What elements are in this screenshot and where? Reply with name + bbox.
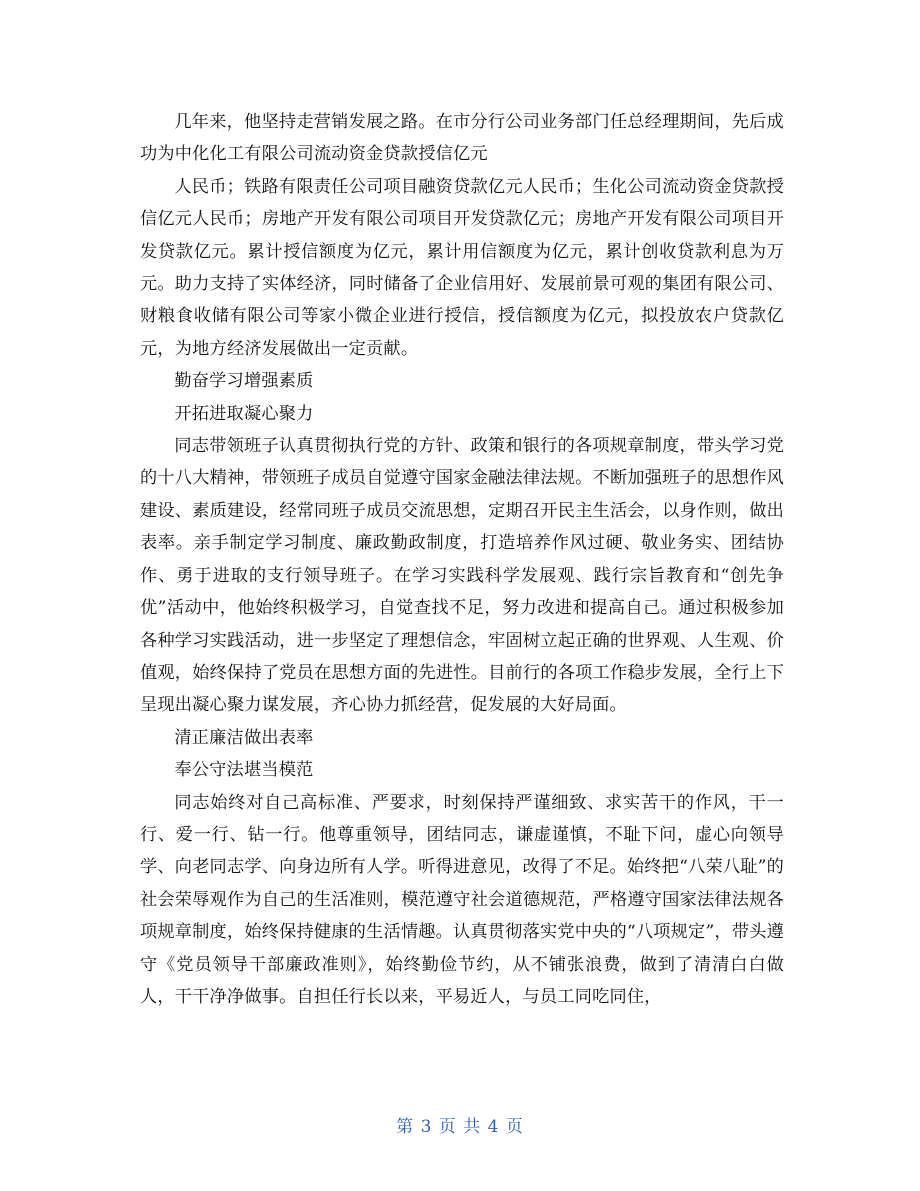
- heading-pioneer: 开拓进取凝心聚力: [174, 403, 314, 424]
- heading-integrity: 清正廉洁做出表率: [174, 727, 314, 748]
- footer-total-pages: 4: [487, 1117, 500, 1137]
- footer-suffix: 页: [505, 1117, 524, 1137]
- paragraph-leadership: 同志带领班子认真贯彻执行党的方针、政策和银行的各项规章制度，带头学习党的十八大精神，带领班子成员自觉遵守国家金融法律法规。不断加强班子的思想作风建设、素质建设，经常同班子成员交流思想，定期召开民主生活会，以身作则，做出表率。亲手制定学习制度、廉政勤政制度，打造培养作风过硬、敬业务实、团结协作、勇于进取的支行领导班子。在学习实践科学发展观、践行宗旨教育和“创先争优”活动中，他始终积极学习，自觉查找不足，努力改进和提高自己。通过积极参加各种学习实践活动，进一步坚定了理想信念，牢固树立起正确的世界观、人生观、价值观，始终保持了党员在思想方面的先进性。目前行的各项工作稳步发展，全行上下呈现出凝心聚力谋发展，齐心协力抓经营，促发展的大好局面。: [140, 436, 784, 716]
- footer-prefix: 第: [396, 1117, 415, 1137]
- paragraph-conduct: 同志始终对自己高标准、严要求，时刻保持严谨细致、求实苦干的作风，干一行、爱一行、钻一行。他尊重领导，团结同志，谦虚谨慎，不耻下问，虚心向领导学、向老同志学、向身边所有人学。听得进意见，改得了不足。始终把“八荣八耻”的社会荣辱观作为自己的生活准则，模范遵守社会道德规范，严格遵守国家法律法规各项规章制度，始终保持健康的生活情趣。认真贯彻落实党中央的“八项规定”，带头遵守《党员领导干部廉政准则》，始终勤俭节约，从不铺张浪费，做到了清清白白做人，干干净净做事。自担任行长以来，平易近人，与员工同吃同住，: [140, 792, 784, 1007]
- heading-study: 勤奋学习增强素质: [174, 371, 314, 392]
- paragraph-loans: 人民币；铁路有限责任公司项目融资贷款亿元人民币；生化公司流动资金贷款授信亿元人民币；房地产开发有限公司项目开发贷款亿元；房地产开发有限公司项目开发贷款亿元。累计授信额度为亿元，累计用信额度为亿元，累计创收贷款利息为万元。助力支持了实体经济，同时储备了企业信用好、发展前景可观的集团有限公司、财粮食收储有限公司等家小微企业进行授信，授信额度为亿元，拟投放农户贷款亿元，为地方经济发展做出一定贡献。: [140, 176, 784, 359]
- footer-current-page: 3: [420, 1117, 433, 1137]
- heading-law: 奉公守法堪当模范: [174, 760, 314, 781]
- document-body: [140, 106, 784, 1013]
- page-number-footer: [0, 1112, 920, 1137]
- paragraph-marketing: 几年来，他坚持走营销发展之路。在市分行公司业务部门任总经理期间，先后成功为中化化工有限公司流动资金贷款授信亿元: [140, 112, 784, 165]
- footer-middle: 页 共: [438, 1117, 482, 1137]
